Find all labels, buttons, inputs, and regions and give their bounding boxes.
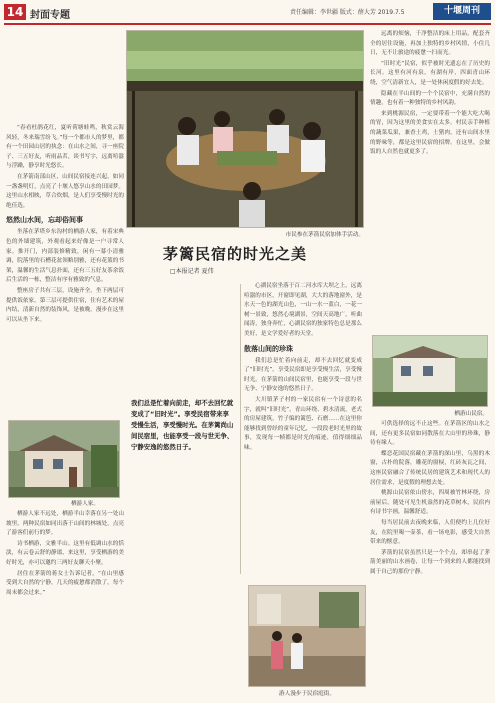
pull-quote: 我们总是忙着向前走，却不去回忆就变成了“旧时光”。享受民宿带来享受慢生活，享受慢时光。在茅篱尚山间民宿里，也能享受一段与世无争、宁静安逸的悠然日子。 <box>131 399 234 451</box>
paragraph: 整座房子共有三层，设施齐全，坐下两层可提供饭依家。第三层可提供住宿，住有艺术的屋内结，清新自然的装饰风，是被晚。漫步在这里可以从坐下来。 <box>6 287 124 323</box>
paragraph: “春看杜鹃花红，夏听荷塘蛙鸣，秋赏云海风轻，冬来瑞雪纷飞。”每一个都市人的梦里，都有一个田园山居的执念：在山水之间，寻一座院子、三五好友，听雨品茗，谈书写字，远离喧嚣与浮躁，静享时光悠长。 <box>6 125 124 170</box>
paragraph: 居住在茅箭的蒋女士告诉记者，“在山里感受到大自然的宁静，几天的疲惫都消散了，每个周末都会过来。” <box>6 570 124 596</box>
photo-guesthouse-exterior <box>8 420 120 498</box>
paragraph: 坐落在茅塔乡东沟村的栖游人家，有着宋典色的外墙建筑，外观看起来好像是一户寻常人家。推开门，内部装修精致，闲有一幕小清雅调，院落里的石槽花盆领略别雅，还有花篮的书架，温馨的生活气息扑面，还有三五好友茶余饭后生活的一栋，整洁有序有雅致的气息。 <box>6 229 124 284</box>
paragraph: 可供选择的远不止这些。在茅箭区的山水之间，还有更多民宿如同散落在大山里的珍珠，静待有缘人。 <box>370 421 490 447</box>
caption: 市民参在茅箭民宿加体手活动。 <box>285 232 364 238</box>
column-1 <box>6 124 124 414</box>
paragraph: 我们总是忙着向前走，却不去回忆就变成了“旧时光”。享受民宿即是享受慢生活，享受慢时光。在茅箭的山间民宿里，也能享受一段与世无争、宁静安逸的悠然日子。 <box>244 357 362 393</box>
header-rule <box>4 23 491 25</box>
subhead: 悠然山水间，忘却俗间事 <box>6 216 83 225</box>
page-header <box>0 0 495 24</box>
article-title: 茅篱民宿的时光之美 <box>162 245 307 263</box>
editor-meta: 责任编辑：李世疆 版式：薛大芳 2019.7.5 <box>290 9 405 16</box>
paragraph: 茅箭的民宿虽然只是一个个点，却串起了茅箭美丽的山水画卷，让每一个到来的人都能找到属于自己的那份宁静。 <box>370 549 490 575</box>
subhead: 散落山间的珍珠 <box>244 344 293 353</box>
column-3 <box>370 30 490 330</box>
paragraph: 蝶恋花国民宿藏在茅箭的深山里，乌黑的木窗，古朴的院落，雕花的窗棂，红砖灰瓦之间，这座民宿融合了传统民居的建筑艺术和现代人的居住需求，是度假的理想去处。 <box>370 450 490 486</box>
caption: 栖游山民宿。 <box>454 411 488 417</box>
paragraph: 大川镇茅子村的一家民宿有一个诗意的名字，就叫“旧时光”。青山环绕、碧水清流，老式的房屋建筑，竹子编的篱笆、石磨……在这里你能够找到曾经的童年记忆，一段段老时光里的故事，发现每一帧都是时光的痕迹，值得细细品味。 <box>244 396 362 451</box>
paragraph: 心湖民宿坐落于百二河水库大坝之上，远离喧嚣的市区，开窗即见湖，大大的落地窗外，是水天一色的湖光山色，一山一水一蓝白，一花一树一景致，悠然心境湖景，空间天高地广，听曲闻涛，独身奔忙，心湖民宿的独家特色总是那么美好，是文学爱好者的天堂。 <box>244 283 362 337</box>
page-number: 14 <box>4 4 26 20</box>
photo-activity <box>126 30 364 228</box>
photo-mountain-guesthouse <box>372 335 488 407</box>
paragraph: 桃源山民宿依山傍水，四周被竹林环绕，房前屋后，随处可见生机盎然的花草树木，民宿内有诗书字画，温馨舒适。 <box>370 490 490 516</box>
column-2 <box>244 282 362 582</box>
column-1-bottom <box>6 510 124 700</box>
paragraph: 来到桃源民宿，一定要带着一个能大吃大喝的胃，因为这里的美食实在太多。村民亲手种植的蔬菜瓜果，兼香土鸡，土猪肉，还有山间水里的野味等，都是这里民宿的招牌。在这里，会做饭的人自然也就更多了。 <box>370 110 490 156</box>
paragraph: 诗书栖游，文雅半山。这里有低调山水的恬淡，有云卷云舒的静谧，来这里，享受栖游的美好时光，亦可以邀约三两好友聊天小聚。 <box>6 540 124 566</box>
photo-courtyard <box>248 585 366 687</box>
column-3-bottom <box>370 420 490 700</box>
paragraph: 隐藏在半山间的一个个民宿中，充满自然的情趣，也有着一种独特的乡村风韵。 <box>370 90 490 107</box>
paragraph: “旧时光”民宿，似乎被时光遗忘在了历史的长河。这里有河有泉，有湖有岸，四面青山环绕，空气清新宜人，是一处休闲度假的好去处。 <box>370 60 490 86</box>
paragraph: 栖游人家不远处，栖游半山幸落在另一处山坡里。两种民宿如同出落于山间的林城处，点亮了游客们前行的梦。 <box>6 511 124 537</box>
brand-logo: 十堰周刊 <box>433 3 491 20</box>
paragraph: 远离的烦恼，千净整洁的床上用品，配套齐全的居住设施，再加上独特的乡村风情，小住几日，无不让旅途的疲惫一扫而光。 <box>370 31 490 57</box>
column-divider <box>240 284 241 574</box>
paragraph: 在茅箭南部山区，山间民宿接连兴起，如同一盏盏明灯，点亮了十堰人悠享山水的田园梦。这里山水相映，草合炊烟，是人们享受慢时光的绝佳选。 <box>6 173 124 209</box>
section-title: 封面专题 <box>30 10 70 21</box>
byline: □本报记者 夏伟 <box>170 268 214 275</box>
paragraph: 每当居民前去夜晚来临，人们便约上几位好友，在院里喝一壶茶，看一场电影，感受大自然带来的惬意。 <box>370 519 490 546</box>
caption: 游人漫步于民宿庭街。 <box>279 691 335 697</box>
caption: 栖游人家。 <box>71 501 99 507</box>
